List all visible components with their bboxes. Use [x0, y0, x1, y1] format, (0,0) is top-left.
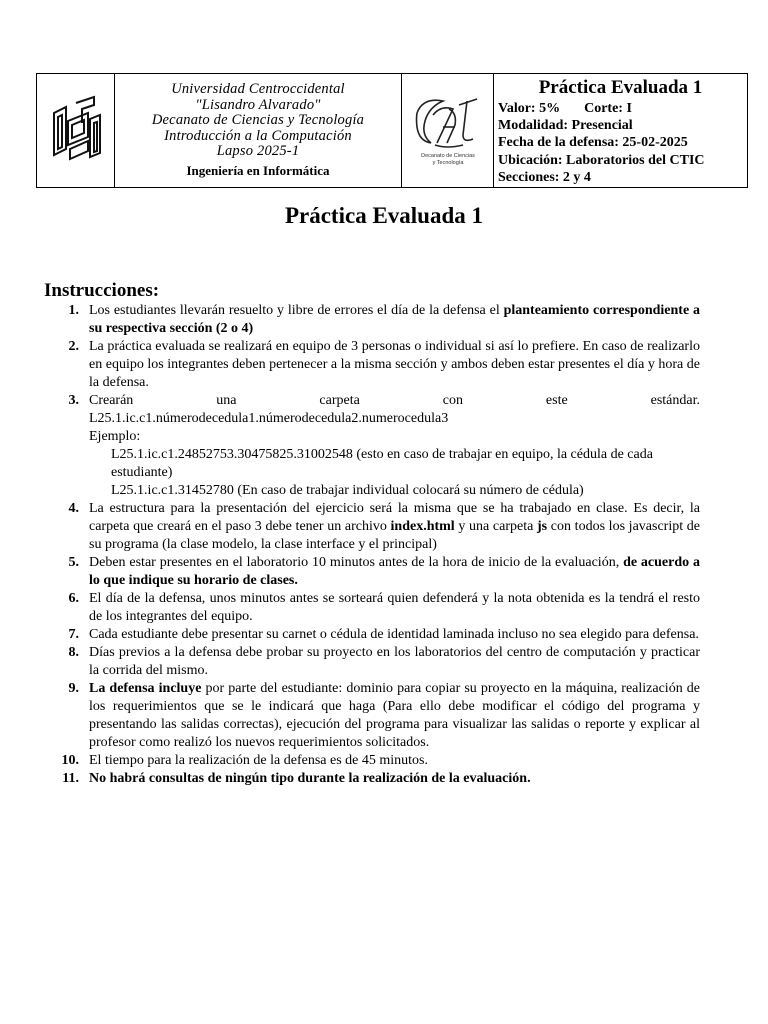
dept-logo-cell [402, 74, 494, 187]
item-word: una [216, 393, 237, 408]
valor-corte-row [498, 100, 743, 117]
item-text: Los estudiantes llevarán resuelto y libre de errores el día de la defensa el [89, 303, 504, 318]
item-bold-text: index.html [390, 519, 455, 534]
instructions-list [46, 302, 700, 788]
modalidad-label: Modalidad: Presencial [498, 118, 633, 134]
item-text: Cada estudiante debe presentar su carnet o cédula de identidad laminada incluso no sea elegido para defensa. [89, 627, 699, 642]
item-bold-text: js [537, 519, 548, 534]
item-bold-text: planteamiento correspondiente a su respectiva sección (2 o 4) [89, 303, 700, 336]
university-name: Universidad Centroccidental [171, 81, 345, 97]
term-label: Lapso 2025-1 [216, 143, 300, 159]
university-info-cell [115, 74, 402, 187]
career-label: Ingeniería en Informática [186, 162, 330, 178]
item-number: 1. [68, 303, 79, 318]
item-word: Crearán [89, 393, 134, 408]
item-number: 11. [62, 771, 79, 786]
item-text: Deben estar presentes en el laboratorio 10 minutos antes de la hora de inicio de la evaluación, [89, 555, 624, 570]
list-item [46, 338, 700, 392]
item-word: carpeta [319, 393, 360, 408]
faculty-name: Decanato de Ciencias y Tecnología [151, 112, 365, 128]
item-number: 7. [68, 627, 79, 642]
item-text: por parte del estudiante: dominio para copiar su proyecto en la máquina, realización de los requerimientos que se le indicará que haga (Para ello debe modificar el código del programa y presentando las salidas correctas), ejecución del programa para visualizar las salidas o reporte y explicar al profesor como realizó los nuevos requerimientos solicitados. [89, 681, 701, 750]
example-individual: L25.1.ic.c1.31452780 (En caso de trabajar individual colocará su número de cédula) [111, 483, 584, 498]
svg-text:Decanato de Ciencias: Decanato de Ciencias [420, 152, 475, 159]
secciones-label: Secciones: 2 y 4 [498, 169, 591, 185]
item-number: 6. [68, 591, 79, 606]
valor-label: Valor: 5% [498, 101, 561, 116]
item-word: estándar. [650, 393, 700, 408]
item-text: con todos los javascript de su programa (la clase modelo, la clase interface y el principal) [89, 519, 700, 552]
item-bold-text: de acuerdo a lo que indique su horario de clases. [89, 555, 700, 588]
list-item [46, 644, 700, 680]
item-word: este [545, 393, 568, 408]
header-title: Práctica Evaluada 1 [538, 77, 703, 98]
item-bold-text: No habrá consultas de ningún tipo durante la realización de la evaluación. [89, 771, 531, 786]
item-number: 2. [68, 339, 79, 354]
example-team: L25.1.ic.c1.24852753.30475825.31002548 (esto en caso de trabajar en equipo, la cédula de cada estudiante) [111, 447, 653, 480]
item-text: La práctica evaluada se realizará en equipo de 3 personas o individual si así lo prefiere. En caso de realizarlo en equipo los integrantes deben pertenecer a la misma sección y ambos deben estar presentes el día y hora de la defensa. [89, 339, 700, 390]
list-item [46, 770, 700, 788]
instructions-heading: Instrucciones: [44, 280, 160, 301]
item-word: con [442, 393, 463, 408]
document-title: Práctica Evaluada 1 [284, 203, 484, 228]
item-number: 4. [68, 501, 79, 516]
dept-logo-icon [407, 91, 489, 171]
item-first-line [89, 392, 700, 410]
header-table [36, 73, 748, 188]
corte-label: Corte: I [584, 101, 632, 116]
item-bold-text: La defensa incluye [89, 681, 202, 696]
svg-text:y Tecnología: y Tecnología [432, 159, 463, 166]
list-item [46, 590, 700, 626]
list-item [46, 752, 700, 770]
list-item [46, 500, 700, 554]
university-logo-cell [37, 74, 115, 187]
example-label: Ejemplo: [89, 429, 141, 444]
list-item [46, 626, 700, 644]
item-number: 8. [68, 645, 79, 660]
item-number: 9. [68, 681, 79, 696]
item-number: 5. [68, 555, 79, 570]
fecha-label: Fecha de la defensa: 25-02-2025 [498, 135, 688, 151]
item-text: Días previos a la defensa debe probar su proyecto en los laboratorios del centro de computación y practicar la corrida del mismo. [89, 645, 700, 678]
item-number: 3. [68, 393, 79, 408]
list-item [46, 554, 700, 590]
course-name: Introducción a la Computación [164, 127, 352, 144]
item-text: El día de la defensa, unos minutos antes se sorteará quien defenderá y la nota obtenida es la tendrá el resto de los integrantes del equipo. [89, 591, 700, 624]
item-text: y una carpeta [454, 519, 537, 534]
item-text: El tiempo para la realización de la defensa es de 45 minutos. [89, 753, 428, 768]
list-item [46, 680, 700, 752]
folder-pattern: L25.1.ic.c1.númerodecedula1.númerodecedula2.numerocedula3 [89, 411, 449, 426]
item-number: 10. [61, 753, 79, 768]
ubicacion-label: Ubicación: Laboratorios del CTIC [498, 152, 705, 168]
university-logo-icon [48, 93, 104, 169]
university-subname: "Lisandro Alvarado" [195, 96, 321, 113]
evaluation-info-cell [494, 74, 747, 187]
item-text: La estructura para la presentación del ejercicio será la misma que se ha trabajado en clase. Es decir, la carpeta que creará en el paso 3 debe tener un archivo [89, 501, 700, 534]
list-item [46, 302, 700, 338]
list-item [46, 392, 700, 500]
